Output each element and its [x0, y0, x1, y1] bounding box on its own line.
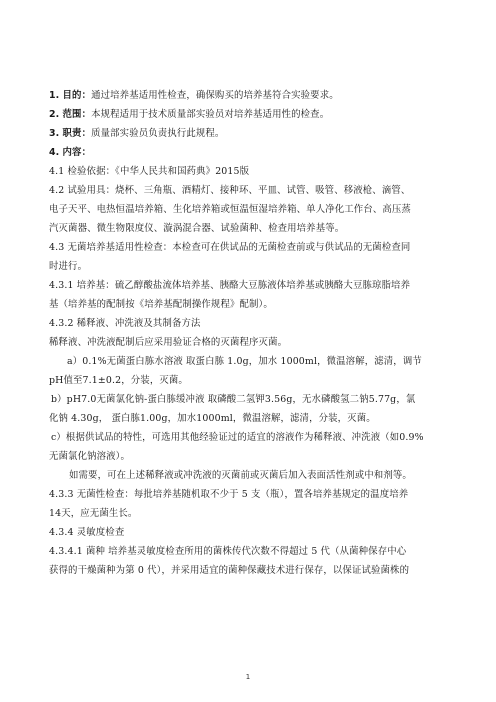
- paragraph-4-2: 4.2 试验用具：烧杯、三角瓶、酒精灯、接种环、平皿、试管、吸管、移液枪、滴管、: [49, 185, 411, 196]
- document-body: [49, 86, 449, 580]
- item-a: a）0.1%无菌蛋白胨水溶液 取蛋白胨 1.0g，加水 1000ml，微温溶解，滤清，调节: [67, 356, 422, 367]
- paragraph-4-3-1-cont: 基（培养基的配制按《培养基配制操作规程》配制）。: [49, 299, 273, 310]
- section-number: 2.: [49, 109, 60, 120]
- paragraph-4-3-3: 4.3.3 无菌性检查：每批培养基随机取不少于 5 支（瓶），置各培养基规定的温度培养: [49, 489, 409, 500]
- section-number: 1.: [49, 90, 60, 101]
- paragraph-4-3-2: 4.3.2 稀释液、冲洗液及其制备方法: [49, 318, 201, 329]
- section-number: 3.: [49, 128, 60, 139]
- paragraph-4-3-2-note: 稀释液、冲洗液配制后应采用验证合格的灭菌程序灭菌。: [49, 337, 288, 348]
- paragraph-4-3-4-1: 4.3.4.1 菌种 培养基灵敏度检查所用的菌株传代次数不得超过 5 代（从菌种保存中心: [49, 546, 407, 557]
- paragraph-4-3-cont: 时进行。: [49, 261, 88, 272]
- section-text: 质量部实验员负责执行此规程。: [91, 128, 225, 139]
- paragraph-4-2-cont: 汽灭菌器、微生物限度仪、漩涡混合器、试验菌种、检查用培养基等。: [49, 223, 345, 234]
- page-number: 1: [245, 673, 251, 681]
- paragraph-4-1: 4.1 检验依据：《中华人民共和国药典》2015版: [49, 166, 250, 177]
- section-number: 4.: [49, 147, 60, 158]
- section-text: 通过培养基适用性检查，确保购买的培养基符合实验要求。: [91, 90, 339, 101]
- item-a-cont: pH值至7.1±0.2，分装，灭菌。: [49, 375, 188, 386]
- paragraph-4-3-3-cont: 14天，应无菌生长。: [49, 508, 138, 519]
- section-label: 目的：: [62, 90, 92, 101]
- paragraph-4-3: 4.3 无菌培养基适用性检查：本检查可在供试品的无菌检查前或与供试品的无菌检查同: [49, 242, 411, 253]
- section-label: 内容：: [62, 147, 92, 158]
- item-b: b）pH7.0无菌氯化钠-蛋白胨缓冲液 取磷酸二氢钾3.56g，无水磷酸氢二钠5.77g，氯: [51, 394, 416, 405]
- item-c-cont: 无菌氯化钠溶液）。: [49, 451, 131, 462]
- section-label: 范围：: [62, 109, 92, 120]
- paragraph-4-3-4: 4.3.4 灵敏度检查: [49, 527, 125, 538]
- section-scope: [49, 105, 449, 124]
- section-content: [49, 143, 449, 162]
- paragraph-4-3-4-1-cont: 获得的干燥菌种为第 0 代），并采用适宜的菌种保藏技术进行保存，以保证试验菌株的: [49, 565, 410, 576]
- section-purpose: [49, 86, 449, 105]
- paragraph-4-3-1: 4.3.1 培养基：硫乙醇酸盐流体培养基、胰酪大豆胨液体培养基或胰酪大豆胨琼脂培养: [49, 280, 411, 291]
- paragraph-surfactant-note: 如需要，可在上述稀释液或冲洗液的灭菌前或灭菌后加入表面活性剂或中和剂等。: [69, 470, 412, 481]
- section-label: 职责：: [62, 128, 92, 139]
- paragraph-4-2-cont: 电子天平、电热恒温培养箱、生化培养箱或恒温恒湿培养箱、单人净化工作台、高压蒸: [49, 204, 411, 215]
- item-c: c）根据供试品的特性，可选用其他经验证过的适宜的溶液作为稀释液、冲洗液（如0.9%: [51, 432, 424, 443]
- section-responsibility: [49, 124, 449, 143]
- item-b-cont: 化钠 4.30g， 蛋白胨1.00g，加水1000ml，微温溶解，滤清，分装，灭菌。: [49, 413, 376, 424]
- section-text: 本规程适用于技术质量部实验员对培养基适用性的检查。: [91, 109, 330, 120]
